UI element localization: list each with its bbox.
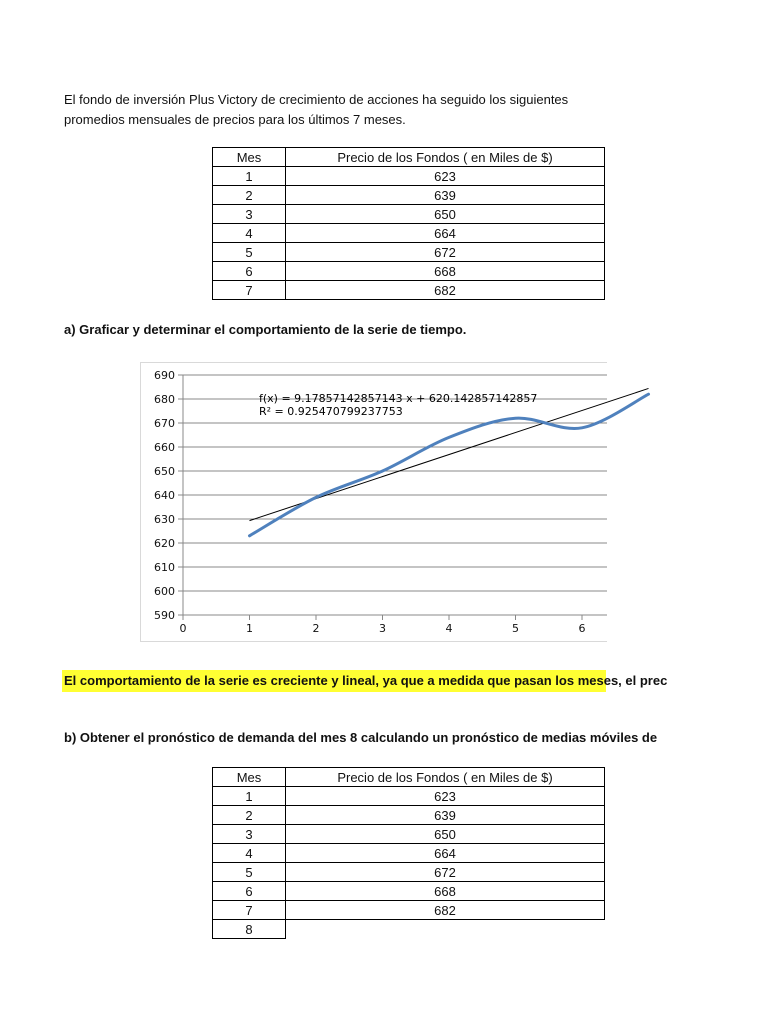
cell-precio: 672 [286,863,605,882]
cell-precio: 639 [286,806,605,825]
cell-precio: 650 [286,205,605,224]
y-tick-label: 690 [154,369,175,382]
cell-precio: 639 [286,186,605,205]
empty-cell [286,920,605,939]
trendline-equation: f(x) = 9.17857142857143 x + 620.142857142857 [259,392,538,405]
table-row [213,825,605,844]
cell-precio: 672 [286,243,605,262]
x-tick-label: 6 [578,622,586,635]
table-header-row [213,768,605,787]
table-row [213,205,605,224]
conclusion-highlight: El comportamiento de la serie es creciente y lineal, ya que a medida que pasan los meses, el prec [62,670,606,692]
cell-mes: 3 [213,825,286,844]
cell-mes: 4 [213,844,286,863]
table-row [213,882,605,901]
cell-precio: 682 [286,901,605,920]
table-row [213,787,605,806]
cell-precio: 650 [286,825,605,844]
section-a-heading: a) Graficar y determinar el comportamiento de la serie de tiempo. [64,322,467,337]
y-tick-label: 590 [154,609,175,622]
y-tick-label: 630 [154,513,175,526]
cell-mes: 2 [213,806,286,825]
y-tick-label: 650 [154,465,175,478]
x-tick-label: 1 [246,622,253,635]
intro-line-2: promedios mensuales de precios para los últimos 7 meses. [64,112,406,127]
table-row [213,262,605,281]
y-tick-label: 610 [154,561,175,574]
header-mes: Mes [213,768,286,787]
y-tick-label: 680 [154,393,175,406]
chart-svg [141,363,607,641]
table-row [213,281,605,300]
x-tick-label: 5 [512,622,519,635]
cell-mes: 7 [213,901,286,920]
table-row [213,167,605,186]
cell-mes: 1 [213,167,286,186]
header-mes: Mes [213,148,286,167]
table-row [213,806,605,825]
table-row [213,844,605,863]
header-precio: Precio de los Fondos ( en Miles de $) [286,768,605,787]
cell-precio: 668 [286,882,605,901]
cell-precio: 623 [286,167,605,186]
y-tick-label: 620 [154,537,175,550]
y-tick-label: 640 [154,489,175,502]
x-tick-label: 2 [312,622,320,635]
cell-mes: 5 [213,243,286,262]
table-row [213,863,605,882]
cell-mes: 6 [213,882,286,901]
table-row [213,224,605,243]
intro-paragraph [64,90,684,130]
cell-precio: 668 [286,262,605,281]
table-row [213,920,605,939]
cell-mes: 1 [213,787,286,806]
cell-mes: 4 [213,224,286,243]
cell-mes: 5 [213,863,286,882]
table-row [213,243,605,262]
x-tick-label: 4 [445,622,453,635]
y-tick-label: 660 [154,441,175,454]
price-table-2 [212,767,605,939]
time-series-chart [140,362,607,642]
y-tick-label: 600 [154,585,175,598]
price-table-1 [212,147,605,300]
x-tick-label: 0 [179,622,187,635]
x-tick-label: 3 [379,622,386,635]
table-header-row [213,148,605,167]
cell-precio: 664 [286,224,605,243]
cell-precio: 664 [286,844,605,863]
cell-mes: 2 [213,186,286,205]
cell-mes: 6 [213,262,286,281]
cell-precio: 623 [286,787,605,806]
cell-mes: 7 [213,281,286,300]
cell-mes: 3 [213,205,286,224]
header-precio: Precio de los Fondos ( en Miles de $) [286,148,605,167]
cell-precio: 682 [286,281,605,300]
trendline-r-squared: R² = 0.925470799237753 [259,405,403,418]
y-tick-label: 670 [154,417,175,430]
section-b-heading: b) Obtener el pronóstico de demanda del mes 8 calculando un pronóstico de medias móviles de [64,730,658,745]
table-row [213,901,605,920]
cell-mes: 8 [213,920,286,939]
intro-line-1: El fondo de inversión Plus Victory de crecimiento de acciones ha seguido los siguientes [64,92,569,107]
table-row [213,186,605,205]
